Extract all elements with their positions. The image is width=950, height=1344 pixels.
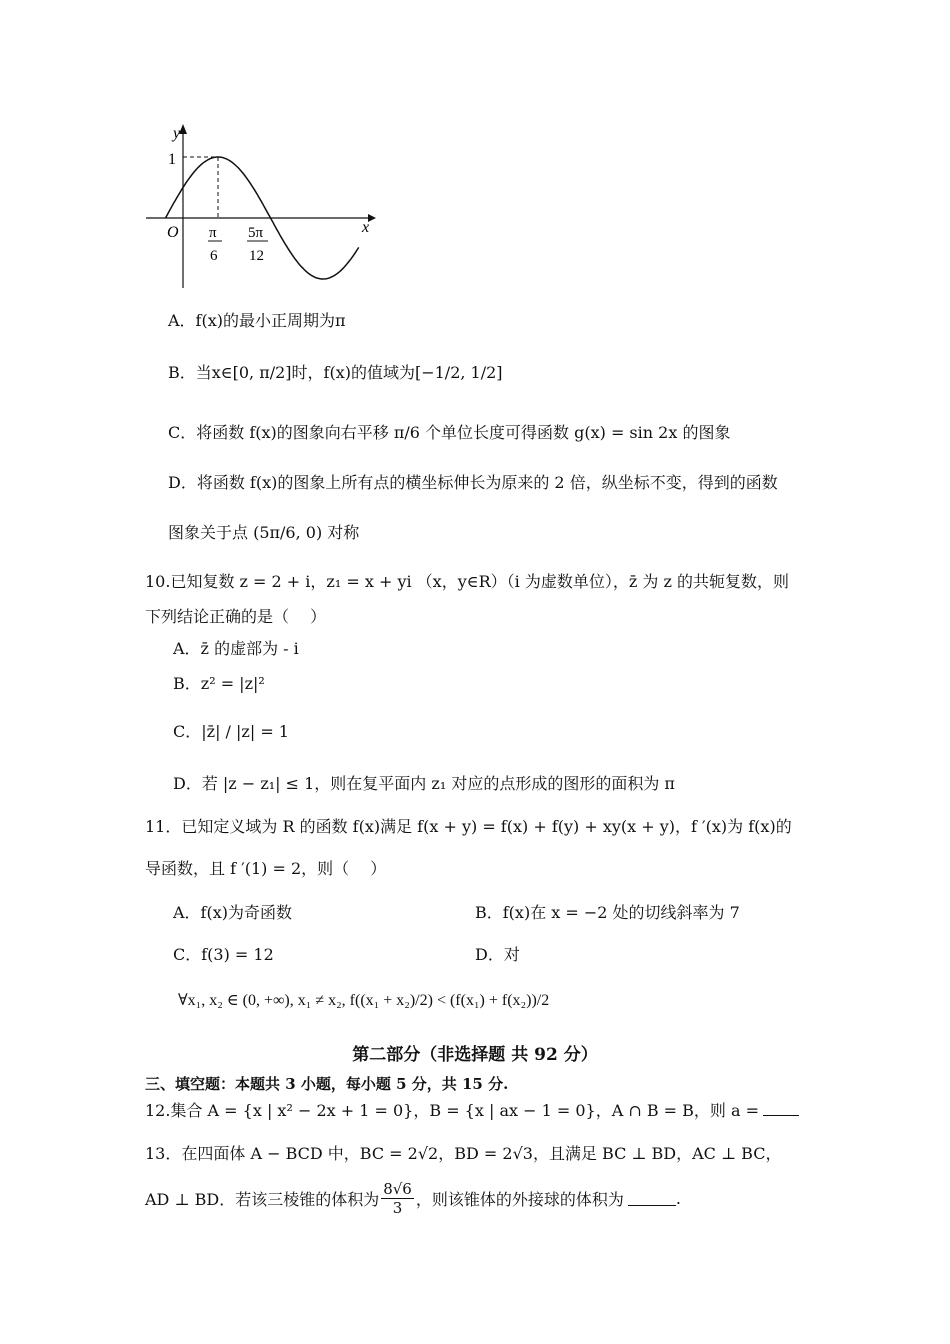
q12-stem: 12.集合 A = {x | x² − 2x + 1 = 0}，B = {x | ax − 1 = 0}，A ∩ B = B，则 a =: [145, 1101, 760, 1120]
x-axis-arrow: [368, 214, 376, 222]
tick2-num: 5π: [248, 225, 264, 241]
q13-line2b: ，则该锥体的外接球的体积为: [415, 1190, 624, 1209]
q11-option-a: A．f(x)为奇函数: [173, 903, 292, 922]
q13-line1: 13．在四面体 A − BCD 中，BC = 2√2，BD = 2√3，且满足 BC ⊥ BD，AC ⊥ BC，: [145, 1144, 782, 1163]
q13-line2a: AD ⊥ BD．若该三棱锥的体积为: [145, 1190, 380, 1209]
q9-option-b: B．当x∈[0, π/2]时，f(x)的值域为[−1/2, 1/2]: [168, 363, 503, 382]
y-label: y: [173, 125, 181, 142]
q10-option-c: C．|z̄| / |z| = 1: [173, 722, 289, 741]
one-label: 1: [168, 151, 176, 168]
tick1-den: 6: [210, 248, 218, 264]
q13-volume-den: 3: [392, 1199, 403, 1217]
q13-period: .: [675, 1189, 681, 1208]
tick2-den: 12: [249, 248, 264, 264]
q13-answer-blank[interactable]: [628, 1191, 676, 1206]
q9-option-a: A．f(x)的最小正周期为π: [168, 311, 346, 330]
q9-option-d-line1: D．将函数 f(x)的图象上所有点的横坐标伸长为原来的 2 倍，纵坐标不变，得到的函数: [168, 473, 778, 492]
q11-option-c: C．f(3) = 12: [173, 945, 274, 964]
q10-option-a: A．z̄ 的虚部为 - i: [173, 639, 299, 658]
q12-text: [145, 1098, 799, 1121]
q11-option-d-formula: ∀x₁, x₂ ∈ (0, +∞), x₁ ≠ x₂, f((x₁ + x₂)/2) < (f(x₁) + f(x₂))/2: [178, 992, 550, 1009]
q13-volume-num: 8√6: [383, 1180, 412, 1198]
q10-option-b: B．z² = |z|²: [173, 674, 265, 693]
q10-stem-line1: 10.已知复数 z = 2 + i，z₁ = x + yi （x，y∈R）（i 为虚数单位），z̄ 为 z 的共轭复数，则: [145, 572, 789, 591]
q13-volume-fraction: [381, 1180, 414, 1217]
q11-stem-line2: 导函数，且 f ′(1) = 2，则（ ）: [145, 859, 387, 878]
part2-heading: 第二部分（非选择题 共 92 分）: [352, 1045, 598, 1065]
origin-label: O: [167, 224, 179, 241]
q10-option-d: D．若 |z − z₁| ≤ 1，则在复平面内 z₁ 对应的点形成的图形的面积为 π: [173, 774, 675, 793]
sine-graph: [140, 120, 380, 295]
y-axis-arrow: [179, 124, 187, 134]
section3-heading: 三、填空题：本题共 3 小题，每小题 5 分，共 15 分.: [145, 1075, 509, 1093]
tick1-num: π: [209, 225, 217, 241]
q12-answer-blank[interactable]: [763, 1101, 799, 1116]
q13-line2: [145, 1180, 681, 1217]
q9-option-c: C．将函数 f(x)的图象向右平移 π/6 个单位长度可得函数 g(x) = sin 2x 的图象: [168, 423, 731, 442]
q10-stem-line2: 下列结论正确的是（ ）: [145, 607, 327, 626]
x-label: x: [362, 219, 370, 236]
q11-stem-line1: 11．已知定义域为 R 的函数 f(x)满足 f(x + y) = f(x) + f(y) + xy(x + y)，f ′(x)为 f(x)的: [145, 817, 792, 836]
q11-option-b: B．f(x)在 x = −2 处的切线斜率为 7: [475, 903, 740, 922]
q11-option-d: D．对: [475, 945, 520, 964]
q9-option-d-line2: 图象关于点 (5π/6, 0) 对称: [168, 523, 360, 542]
